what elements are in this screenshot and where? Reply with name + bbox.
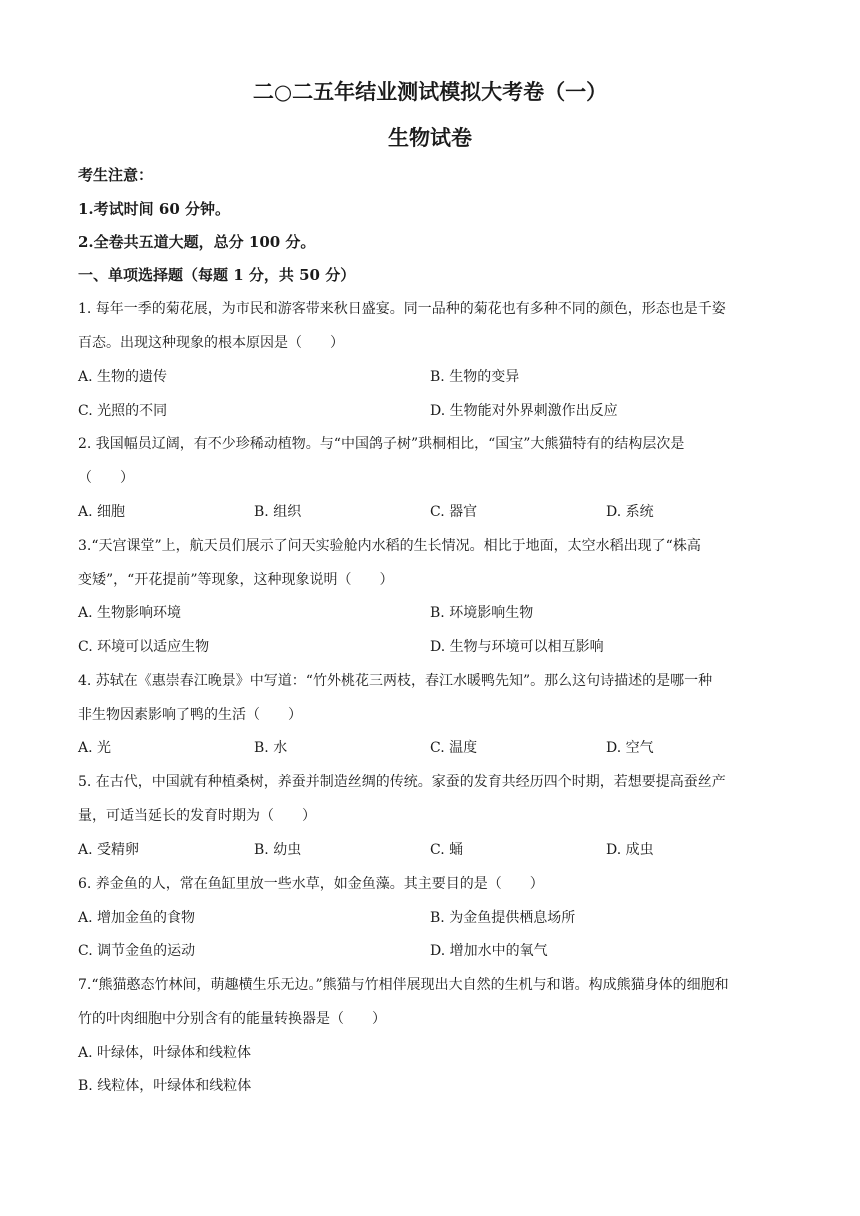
question-4-option-d: D. 空气 [606, 740, 654, 756]
question-5-option-a: A. 受精卵 [78, 842, 140, 858]
question-7-option-b: B. 线粒体，叶绿体和线粒体 [78, 1078, 252, 1094]
question-1-option-b: B. 生物的变异 [430, 369, 520, 385]
question-6-option-a: A. 增加金鱼的食物 [78, 910, 196, 926]
question-1-text: 1. 每年一季的菊花展，为市民和游客带来秋日盛宴。同一品种的菊花也有多种不同的颜色，形态也是千姿 [78, 301, 726, 317]
notice-heading: 考生注意： [78, 166, 154, 184]
question-5-text: 5. 在古代，中国就有种植桑树，养蚕并制造丝绸的传统。家蚕的发育共经历四个时期，若想要提高蚕丝产 [78, 774, 726, 790]
question-3-text: 3.“天宫课堂”上，航天员们展示了问天实验舱内水稻的生长情况。相比于地面，太空水稻出现了“株高 [78, 538, 701, 554]
question-1-option-c: C. 光照的不同 [78, 403, 168, 419]
question-1-text: 百态。出现这种现象的根本原因是（ ） [78, 335, 344, 351]
question-3-text: 变矮”，“开花提前”等现象，这种现象说明（ ） [78, 572, 394, 588]
question-2-option-a: A. 细胞 [78, 504, 126, 520]
question-1-option-d: D. 生物能对外界刺激作出反应 [430, 403, 618, 419]
question-2-option-c: C. 器官 [430, 504, 478, 520]
question-4-option-c: C. 温度 [430, 740, 478, 756]
question-6-option-b: B. 为金鱼提供栖息场所 [430, 910, 576, 926]
question-2-option-d: D. 系统 [606, 504, 654, 520]
exam-subtitle: 生物试卷 [388, 125, 472, 150]
question-5-option-c: C. 蛹 [430, 842, 464, 858]
question-1-option-a: A. 生物的遗传 [78, 369, 168, 385]
question-4-option-b: B. 水 [254, 740, 288, 756]
question-6-option-d: D. 增加水中的氧气 [430, 943, 548, 959]
question-3-option-d: D. 生物与环境可以相互影响 [430, 639, 604, 655]
question-3-option-b: B. 环境影响生物 [430, 605, 534, 621]
question-2-text: 2. 我国幅员辽阔，有不少珍稀动植物。与“中国鸽子树”珙桐相比，“国宝”大熊猫特有的结构层次是 [78, 436, 685, 452]
question-2-option-b: B. 组织 [254, 504, 302, 520]
question-5-option-b: B. 幼虫 [254, 842, 302, 858]
question-6-text: 6. 养金鱼的人，常在鱼缸里放一些水草，如金鱼藻。其主要目的是（ ） [78, 876, 544, 892]
question-4-text: 非生物因素影响了鸭的生活（ ） [78, 707, 302, 723]
question-3-option-c: C. 环境可以适应生物 [78, 639, 210, 655]
exam-title: 二○二五年结业测试模拟大考卷（一） [252, 79, 608, 104]
question-4-option-a: A. 光 [78, 740, 112, 756]
question-3-option-a: A. 生物影响环境 [78, 605, 182, 621]
question-5-option-d: D. 成虫 [606, 842, 654, 858]
notice-item: 2.全卷共五道大题，总分 100 分。 [78, 233, 316, 251]
question-4-text: 4. 苏轼在《惠崇春江晚景》中写道：“竹外桃花三两枝，春江水暖鸭先知”。那么这句诗描述的是哪一种 [78, 673, 713, 689]
section-heading: 一、单项选择题（每题 1 分，共 50 分） [78, 266, 356, 284]
question-2-text: （ ） [78, 470, 134, 486]
question-7-option-a: A. 叶绿体，叶绿体和线粒体 [78, 1045, 252, 1061]
question-5-text: 量，可适当延长的发育时期为（ ） [78, 808, 316, 824]
notice-item: 1.考试时间 60 分钟。 [78, 200, 230, 218]
question-6-option-c: C. 调节金鱼的运动 [78, 943, 196, 959]
question-7-text: 竹的叶肉细胞中分别含有的能量转换器是（ ） [78, 1011, 386, 1027]
question-7-text: 7.“熊猫憨态竹林间，萌趣横生乐无边。”熊猫与竹相伴展现出大自然的生机与和谐。构成熊猫身体的细胞和 [78, 977, 729, 993]
